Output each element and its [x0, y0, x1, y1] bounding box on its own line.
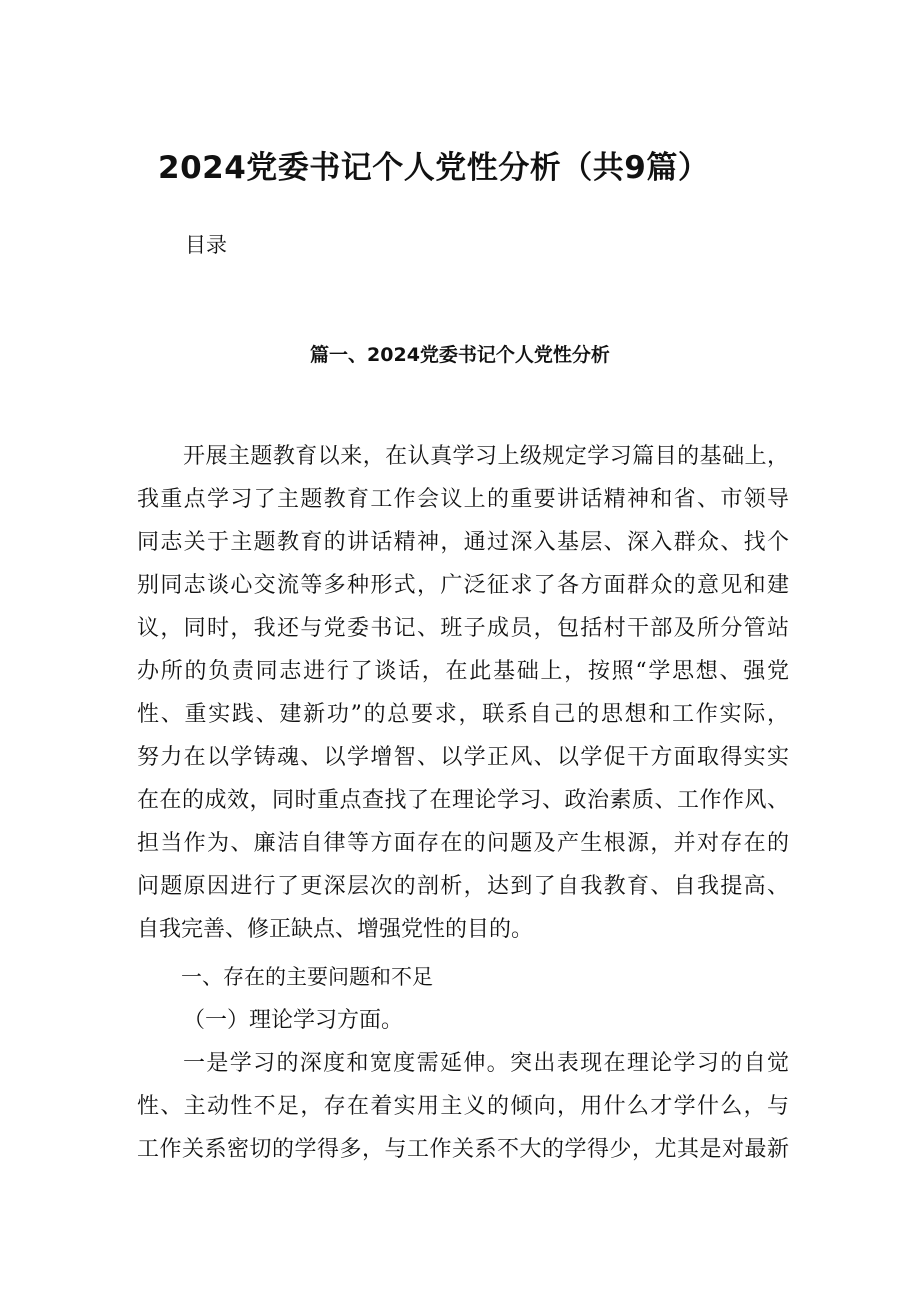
section-heading: 一、存在的主要问题和不足	[181, 965, 433, 989]
table-of-contents-label: 目录	[185, 233, 227, 257]
paragraph-line: 同志关于主题教育的讲话精神，通过深入基层、深入群众、找个	[137, 530, 789, 555]
paragraph-line: 努力在以学铸魂、以学增智、以学正风、以学促干方面取得实实	[137, 745, 789, 770]
paragraph-line: 别同志谈心交流等多种形式，广泛征求了各方面群众的意见和建	[137, 573, 789, 598]
subsection-heading: （一）理论学习方面。	[183, 1008, 404, 1033]
paragraph-line: 议，同时，我还与党委书记、班子成员，包括村干部及所分管站	[137, 616, 789, 641]
document-title: 2024党委书记个人党性分析（共9篇）	[158, 150, 710, 186]
paragraph-line: 办所的负责同志进行了谈话，在此基础上，按照“学思想、强党	[137, 659, 789, 684]
paragraph-line: 我重点学习了主题教育工作会议上的重要讲话精神和省、市领导	[137, 487, 789, 512]
paragraph-line: 开展主题教育以来，在认真学习上级规定学习篇目的基础上，	[183, 444, 789, 469]
paragraph-line: 担当作为、廉洁自律等方面存在的问题及产生根源，并对存在的	[137, 831, 789, 856]
paragraph-line: 在在的成效，同时重点查找了在理论学习、政治素质、工作作风、	[137, 788, 789, 813]
paragraph-line: 性、重实践、建新功”的总要求，联系自己的思想和工作实际，	[137, 702, 789, 727]
chapter-heading: 篇一、2024党委书记个人党性分析	[310, 344, 610, 366]
paragraph-line: 工作关系密切的学得多，与工作关系不大的学得少，尤其是对最新	[137, 1137, 789, 1162]
paragraph-line: 一是学习的深度和宽度需延伸。突出表现在理论学习的自觉	[183, 1051, 789, 1076]
paragraph-line: 自我完善、修正缺点、增强党性的目的。	[137, 917, 534, 942]
paragraph-line: 性、主动性不足，存在着实用主义的倾向，用什么才学什么，与	[137, 1094, 789, 1119]
paragraph-line: 问题原因进行了更深层次的剖析，达到了自我教育、自我提高、	[137, 874, 789, 899]
